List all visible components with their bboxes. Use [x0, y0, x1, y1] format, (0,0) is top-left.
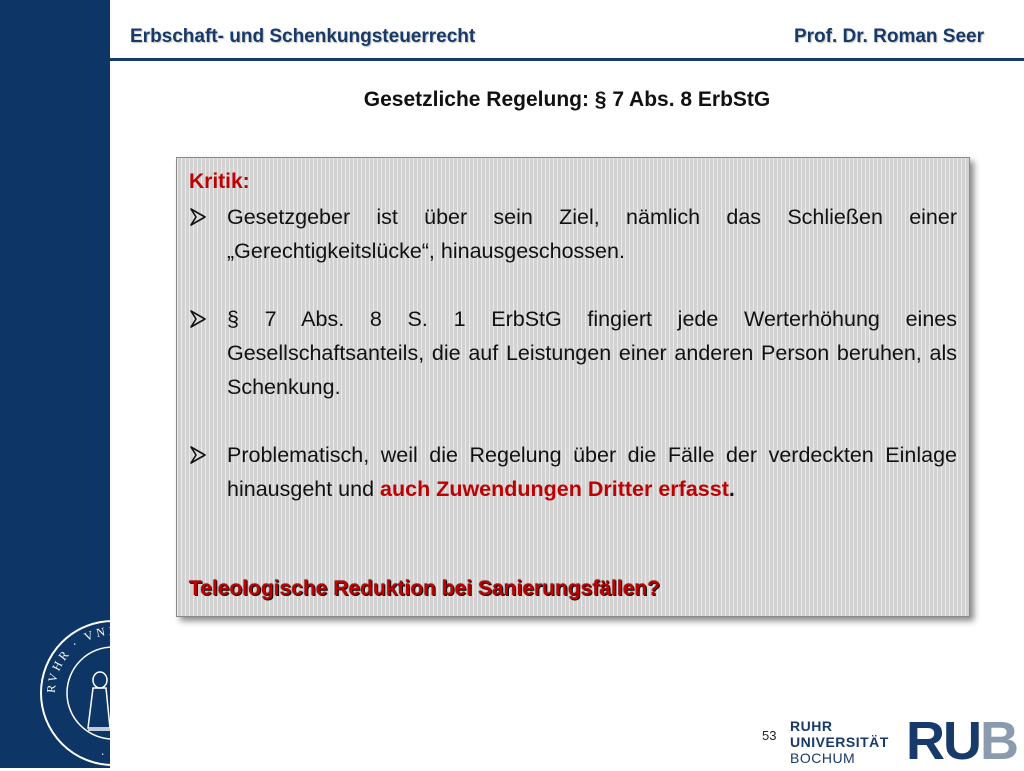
header-author: Prof. Dr. Roman Seer — [793, 26, 984, 47]
bullet-text-3-plain: Problematisch, weil die Regelung über die Fälle der verdeckten Einlage hinausgeht und — [227, 443, 957, 501]
arrow-bullet-icon — [189, 200, 217, 226]
svg-text:RVHR · VNIVERSITAET · BOCHVM ·: RVHR · VNIVERSITAET · BOCHVM · — [43, 623, 183, 763]
header-divider — [110, 58, 1024, 61]
university-name — [790, 718, 889, 766]
slide-title: Gesetzliche Regelung: § 7 Abs. 8 ErbStG — [363, 88, 771, 111]
bullet-text-2: § 7 Abs. 8 S. 1 ErbStG fingiert jede Werterhöhung eines Gesellschaftsanteils, die auf Leistungen einer anderen Person beruhen, als Schenkung. — [227, 307, 957, 399]
bullet-item-3 — [189, 438, 957, 506]
rub-logo-b: B — [980, 711, 1017, 771]
conclusion-text: Teleologische Reduktion bei Sanierungsfällen? — [189, 577, 661, 600]
rub-logo — [906, 711, 1017, 771]
uni-line-3: BOCHUM — [790, 750, 856, 766]
bullet-text-3-highlight: auch Zuwendungen Dritter erfasst — [380, 477, 729, 501]
uni-line-2: UNIVERSITÄT — [790, 734, 889, 750]
uni-line-1: RUHR — [790, 718, 833, 734]
arrow-bullet-icon — [189, 302, 217, 328]
arrow-bullet-icon — [189, 438, 217, 464]
kritik-label: Kritik: — [189, 170, 250, 193]
bullet-item-1 — [189, 200, 957, 268]
bullet-item-2 — [189, 302, 957, 404]
bullet-text-3 — [227, 438, 957, 506]
rub-logo-ru: RU — [906, 711, 980, 771]
bullet-text-3-end: . — [728, 477, 735, 501]
page-number: 53 — [762, 728, 777, 743]
university-seal-icon — [38, 618, 188, 768]
header-title: Erbschaft- und Schenkungsteuerrecht — [130, 26, 476, 47]
bullet-text-1: Gesetzgeber ist über sein Ziel, nämlich das Schließen einer „Gerechtigkeitslücke“, hinausgeschossen. — [227, 205, 957, 263]
content-box — [176, 157, 970, 617]
